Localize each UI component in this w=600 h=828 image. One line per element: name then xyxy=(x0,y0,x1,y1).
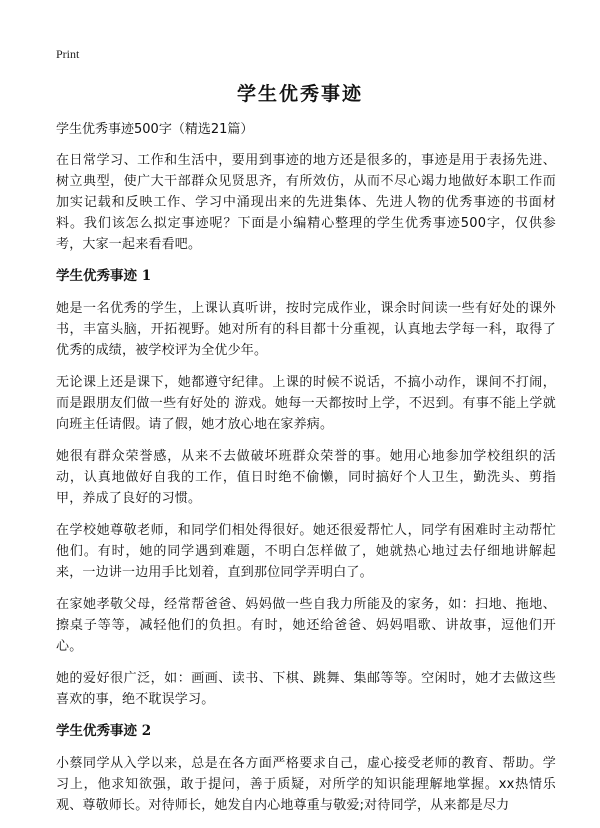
print-link[interactable]: Print xyxy=(56,47,80,61)
document-title: 学生优秀事迹 xyxy=(236,83,363,105)
paragraph: 在学校她尊敬老师，和同学们相处得很好。她还很爱帮忙人，同学有困难时主动帮忙他们。有时，她的同学遇到难题，不明白怎样做了，她就热心地过去仔细地讲解起来，一边讲一边用手比划着，直到那位同学弄明白了。 xyxy=(56,523,556,580)
paragraph: 在家她孝敬父母，经常帮爸爸、妈妈做一些自我力所能及的家务，如：扫地、拖地、擦桌子等等，减轻他们的负担。有时，她还给爸爸、妈妈唱歌、讲故事，逗他们开心。 xyxy=(56,597,556,654)
section-heading: 学生优秀事迹 2 xyxy=(56,723,152,739)
paragraph: 她是一名优秀的学生，上课认真听讲，按时完成作业，课余时间读一些有好处的课外书，丰富头脑，开拓视野。她对所有的科目都十分重视，认真地去学每一科，取得了优秀的成绩，被学校评为全优少年。 xyxy=(56,301,556,358)
intro-paragraph: 在日常学习、工作和生活中，要用到事迹的地方还是很多的，事迹是用于表扬先进、树立典型，使广大干部群众见贤思齐，有所效仿，从而不尽心竭力地做好本职工作而加实记载和反映工作、学习中涌现出来的先进集体、先进人物的优秀事迹的书面材料。我们该怎么拟定事迹呢？下面是小编精心整理的学生优秀事迹500字，仅供参考，大家一起来看看吧。 xyxy=(56,153,556,252)
paragraph: 她很有群众荣誉感，从来不去做破坏班群众荣誉的事。她用心地参加学校组织的活动，认真地做好自我的工作，值日时绝不偷懒，同时搞好个人卫生，勤洗头、剪指甲，养成了良好的习惯。 xyxy=(56,449,556,506)
paragraph: 小蔡同学从入学以来，总是在各方面严格要求自己，虚心接受老师的教育、帮助。学习上，他求知欲强，敢于提问，善于质疑，对所学的知识能理解地掌握。xx热情乐观、尊敬师长。对待师长，她发自内心地尊重与敬爱;对待同学，从来都是尽力 xyxy=(56,756,556,813)
section-heading: 学生优秀事迹 1 xyxy=(56,268,152,284)
paragraph: 无论课上还是课下，她都遵守纪律。上课的时候不说话，不搞小动作，课间不打闹，而是跟朋友们做一些有好处的 游戏。她每一天都按时上学，不迟到。有事不能上学就向班主任请假。请了假，她才放心地在家养病。 xyxy=(56,375,556,432)
document-body xyxy=(56,121,556,827)
paragraph: 她的爱好很广泛，如：画画、读书、下棋、跳舞、集邮等等。空闲时，她才去做这些喜欢的事，绝不耽误学习。 xyxy=(56,671,556,707)
document-subtitle: 学生优秀事迹500字（精选21篇） xyxy=(56,122,254,137)
